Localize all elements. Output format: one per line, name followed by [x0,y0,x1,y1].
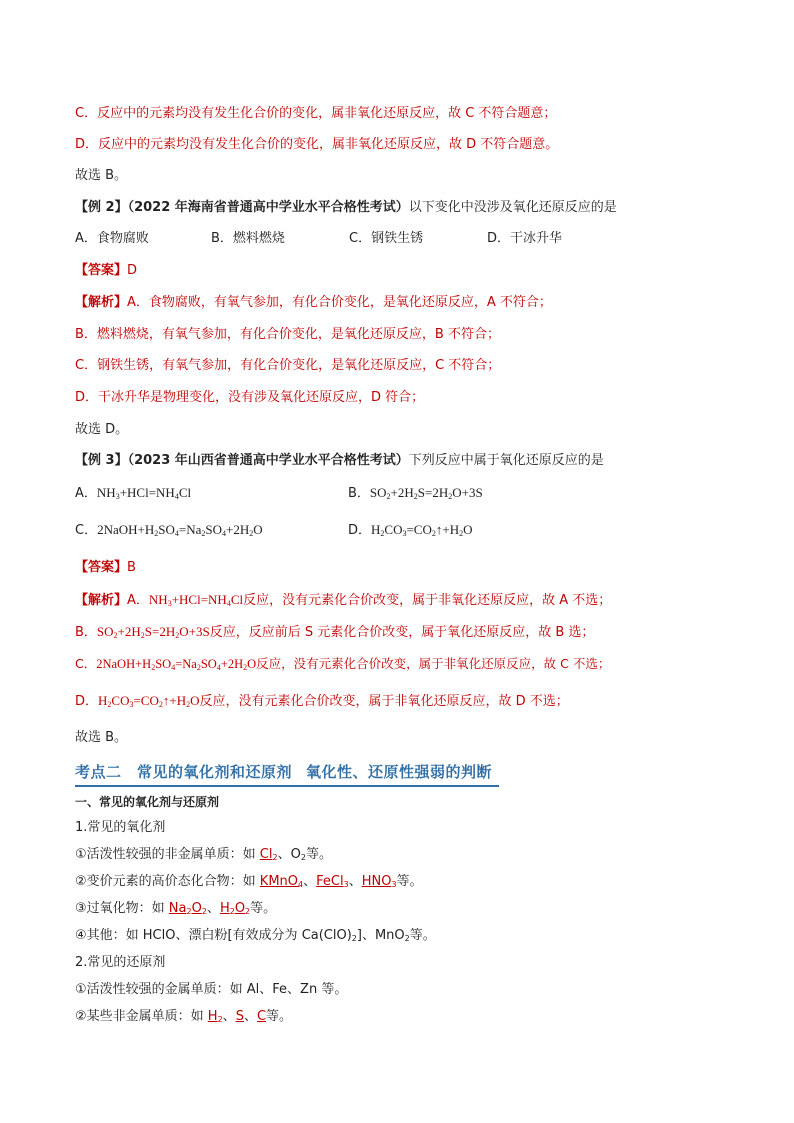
oxidant-item-3 [75,900,276,918]
option-d: D．干冰升华 [487,231,563,246]
option-c: C．钢铁生锈 [349,231,424,246]
example-3-options-row-1 [75,484,675,503]
example-3-question [75,452,604,470]
example-2-analysis-d: D．干冰升华是物理变化，没有涉及氧化还原反应，D 符合； [75,390,425,405]
item-prefix: ②变价元素的高价态化合物：如 [75,874,260,889]
oxidant-item-1 [75,846,332,864]
formula-a: $NH_3+HCl=NH_4Cl$ [96,485,192,501]
item-suffix: 等。 [305,847,332,862]
example-tag: 【例 3】 [75,453,128,468]
formula-b: $SO_2+2H_2S=2H_2O+3S$ [96,624,210,640]
section-title-part-1: 考点二 常见的氧化剂和还原剂 [75,763,293,781]
separator: 、 [222,1009,236,1024]
oxygen-formula: $O_2$ [290,847,306,862]
example-2-analysis-c: C．钢铁生锈，有氧气参加，有化合价变化，是氧化还原反应，C 不符合； [75,358,501,373]
answer-value: B [127,560,136,575]
formula-c: $2NaOH+H_2SO_4=Na_2SO_4+2H_2O$ [97,522,263,538]
item-suffix: 等。 [409,928,436,943]
formula-d: $H_2CO_3=CO_2↑+H_2O$ [371,522,473,538]
exam-source: （2023 年山西省普通高中学业水平合格性考试） [127,453,409,468]
exam-source: （2022 年海南省普通高中学业水平合格性考试） [127,200,409,215]
example-3-analysis-a [75,591,611,610]
example-3-conclusion: 故选 B。 [75,730,128,745]
separator: 、 [348,874,362,889]
answer-tag: 【答案】 [75,263,128,278]
analysis-tag: 【解析】 [75,295,128,310]
example-3-analysis-b [75,623,594,642]
option-label: A． [127,593,149,608]
analysis-text: 反应，反应前后 S 元素化合价改变，属于氧化还原反应，故 B 选； [209,625,595,640]
item-prefix: ④其他：如 HClO、漂白粉[有效成分为 Ca(ClO) [75,928,352,943]
na2o2-formula: $Na_2O_2$ [168,901,207,916]
section-header [75,759,499,787]
formula-d: $H_2CO_3=CO_2↑+H_2O$ [98,693,200,709]
option-label: A． [75,486,97,501]
option-d [348,521,472,540]
oxidant-item-4: ④其他：如 HClO、漂白粉[有效成分为 $Ca(ClO)_2$]、MnO$_2$等。 [75,928,436,943]
analysis-text: 反应，没有元素化合价改变，属于非氧化还原反应，故 A 不选； [243,593,612,608]
question-text: 下列反应中属于氧化还原反应的是 [408,453,604,468]
sulfur-symbol: S [235,1009,244,1024]
answer-tag: 【答案】 [75,560,128,575]
option-label: D． [75,694,99,709]
answer-value: D [127,263,138,278]
option-c-explanation: C．反应中的元素均没有发生化合价的变化，属非氧化还原反应，故 C 不符合题意； [75,106,557,121]
option-label: B． [75,625,97,640]
oxidant-item-2 [75,873,423,891]
separator: 、 [277,847,291,862]
section-title [75,761,492,782]
formula-c: $2NaOH+H_2SO_4=Na_2SO_4+2H_2O$ [96,657,257,672]
heading-oxidants-reductants: 一、常见的氧化剂与还原剂 [75,795,220,809]
example-2-conclusion: 故选 D。 [75,422,129,437]
example-tag: 【例 2】 [75,200,128,215]
item-suffix: 等。 [266,1009,293,1024]
example-2-question [75,199,617,217]
option-a: A．食物腐败 [75,231,149,246]
section-title-part-2: 氧化性、还原性强弱的判断 [306,763,493,781]
item-prefix: ③过氧化物：如 [75,901,169,916]
conclusion-line: 故选 B。 [75,168,128,183]
analysis-text: 反应，没有元素化合价改变，属于非氧化还原反应，故 D 不选； [199,694,569,709]
separator: 、 [243,1009,257,1024]
example-3-options-row-2 [75,521,675,540]
analysis-text: A．食物腐败，有氧气参加，有化合价变化，是氧化还原反应，A 不符合； [127,295,552,310]
reductant-item-1: ①活泼性较强的金属单质：如 Al、Fe、Zn 等。 [75,982,348,997]
item-prefix: ①活泼性较强的非金属单质：如 [75,847,260,862]
item-suffix: 等。 [396,874,423,889]
separator: 、 [206,901,220,916]
example-2-analysis-a [75,294,552,312]
option-label: C． [75,523,98,538]
option-a [75,486,191,501]
formula-b: $SO_2+2H_2S=2H_2O+3S$ [369,485,483,501]
h2o2-formula: $H_2O_2$ [219,901,251,916]
analysis-text: 反应，没有元素化合价改变，属于非氧化还原反应，故 C 不选； [256,656,611,671]
option-b: B．燃料燃烧 [211,231,285,246]
item-suffix: 等。 [250,901,277,916]
heading-reductants: 2.常见的还原剂 [75,955,166,970]
question-text: 以下变化中没涉及氧化还原反应的是 [408,200,617,215]
hno3-formula: $HNO_3$ [361,874,397,889]
h2-formula: $H_2$ [207,1009,223,1024]
option-label: B． [348,486,370,501]
chlorine-formula: $Cl_2$ [259,847,278,862]
example-2-answer [75,262,137,280]
option-d-explanation: D．反应中的元素均没有发生化合价的变化，属非氧化还原反应，故 D 不符合题意。 [75,137,559,152]
item-prefix: ②某些非金属单质：如 [75,1009,208,1024]
example-3-analysis-c [75,655,610,673]
option-b [348,484,483,503]
heading-oxidants: 1.常见的氧化剂 [75,820,166,835]
formula-a: $NH_3+HCl=NH_4Cl$ [148,592,244,608]
reductant-item-2 [75,1008,292,1026]
example-2-analysis-b: B．燃料燃烧，有氧气参加，有化合价变化，是氧化还原反应，B 不符合； [75,327,500,342]
example-3-answer [75,559,136,577]
option-c [75,523,263,538]
kmno4-formula: KMnO$_4$ [259,874,304,889]
separator: 、 [303,874,317,889]
option-label: D． [348,523,372,538]
carbon-symbol: C [256,1009,267,1024]
item-mid: ]、MnO [356,928,405,943]
example-3-analysis-d [75,692,569,711]
fecl3-formula: FeCl$_3$ [316,874,349,889]
analysis-tag: 【解析】 [75,593,128,608]
option-label: C． [75,656,97,671]
